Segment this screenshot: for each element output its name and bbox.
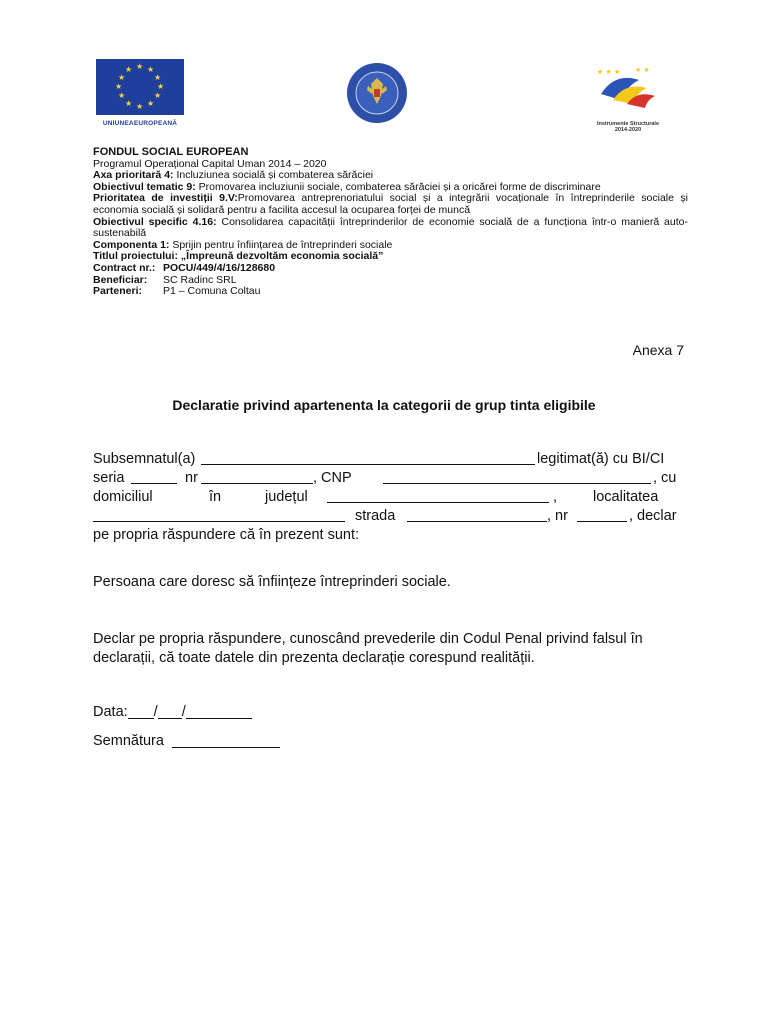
svg-text:★ ★: ★ ★ (635, 66, 650, 74)
target-group-statement: Persoana care doresc să înființeze întreprinderi sociale. (93, 574, 451, 590)
componenta-label: Componenta 1: (93, 238, 170, 251)
form-line-3 (93, 488, 685, 507)
date-month-field[interactable] (158, 704, 182, 719)
date-year-field[interactable] (186, 704, 252, 719)
specific-label: Obiectivul specific 4.16: (93, 215, 217, 228)
localitatea-label: localitatea (593, 489, 659, 505)
eu-caption: UNIUNEAEUROPEANĂ (102, 120, 178, 127)
declaration-text: Declar pe propria răspundere, cunoscând prevederile din Codul Penal privind falsul în declarații, că toate datele din prezenta declarație corespund realității. (93, 631, 643, 666)
seria-field[interactable] (131, 469, 177, 484)
structural-instruments-logo (583, 60, 673, 140)
is-caption-line1: Instrumente Structurale (596, 121, 660, 127)
parteneri-value: P1 – Comuna Coltau (163, 285, 261, 298)
domiciliul-label: domiciliul (93, 489, 153, 505)
beneficiar-label: Beneficiar: (93, 273, 148, 286)
titlu-label: Titlul proiectului: (93, 250, 178, 263)
prioritate-line (93, 193, 688, 216)
componenta-value: Sprijin pentru înființarea de întreprinderi sociale (169, 238, 393, 251)
nr-field[interactable] (201, 469, 313, 484)
fund-title: FONDUL SOCIAL EUROPEAN (93, 146, 249, 158)
date-day-field[interactable] (128, 704, 154, 719)
signature-label: Semnătura (93, 733, 164, 749)
annex-label: Anexa 7 (632, 342, 684, 358)
in-label: în (209, 489, 222, 505)
obiectiv-label: Obiectivul tematic 9: (93, 180, 196, 193)
cnp-label: , CNP (313, 470, 352, 486)
subsemnatul-label: Subsemnatul(a) (93, 451, 196, 467)
beneficiar-value: SC Radinc SRL (163, 273, 237, 286)
localitate-field[interactable] (93, 507, 345, 522)
contract-value: POCU/449/4/16/128680 (163, 261, 276, 274)
signature-row (93, 730, 280, 749)
obiectiv-value: Promovarea incluziunii sociale, combaterea sărăciei și a oricărei forme de discriminare (195, 180, 601, 193)
axa-value: Incluziunea socială și combaterea sărăciei (173, 169, 374, 182)
structural-instruments-icon (583, 60, 673, 116)
comma-sep: , (553, 489, 558, 505)
contract-label: Contract nr.: (93, 261, 156, 274)
form-line-1 (93, 450, 685, 469)
date-sep-1: / (153, 704, 158, 720)
svg-text:★ ★ ★: ★ ★ ★ (597, 68, 621, 76)
judet-field[interactable] (327, 488, 549, 503)
strada-label: strada (355, 508, 396, 524)
date-label: Data: (93, 704, 128, 720)
form-line-4 (93, 507, 685, 526)
parteneri-label: Parteneri: (93, 285, 143, 298)
form-line-5 (93, 526, 685, 545)
seria-label: seria (93, 470, 125, 486)
propria-text: pe propria răspundere că în prezent sunt: (93, 527, 359, 543)
government-seal-icon (346, 62, 408, 124)
parteneri-line (93, 286, 688, 298)
strada-field[interactable] (407, 507, 547, 522)
nr2-field[interactable] (577, 507, 627, 522)
signature-field[interactable] (172, 733, 280, 748)
nr-label: nr (185, 470, 198, 486)
eu-logo (96, 59, 184, 131)
judetul-label: județul (265, 489, 308, 505)
cu-label: , cu (653, 470, 677, 486)
program-line: Programul Operațional Capital Uman 2014 – 2020 (93, 157, 327, 170)
specific-value: Consolidarea capacității întreprinderilor de economie socială de a funcționa într-o manieră auto-sustenabilă (93, 215, 688, 240)
name-field[interactable] (201, 450, 535, 465)
axa-label: Axa prioritară 4: (93, 169, 174, 182)
cnp-field[interactable] (383, 469, 651, 484)
form-line-2 (93, 469, 685, 488)
prioritate-label: Prioritatea de investiții 9.V: (93, 192, 238, 205)
declaration-form (93, 450, 685, 545)
date-sep-2: / (181, 704, 186, 720)
titlu-value: „Împreună dezvoltăm economia socială” (177, 250, 384, 263)
nr2-label: , nr (547, 508, 568, 524)
document-title: Declaratie privind apartenenta la categorii de grup tinta eligibile (172, 397, 596, 413)
project-header (93, 147, 688, 298)
specific-line (93, 217, 688, 240)
prioritate-value: Promovarea antreprenoriatului social și a integrării vocaționale în întreprinderile sociale și economia socială și solidară pentru a facilita accesul la ocuparea forței de muncă (93, 192, 688, 216)
eu-flag-icon: ★ ★ ★ ★ ★ ★ ★ ★ ★ ★ ★ ★ (96, 59, 184, 115)
declar-label: , declar (629, 508, 677, 524)
legitimat-label: legitimat(ă) cu BI/CI (537, 451, 665, 467)
date-row (93, 701, 252, 720)
is-caption-line2: 2014-2020 (614, 127, 642, 133)
